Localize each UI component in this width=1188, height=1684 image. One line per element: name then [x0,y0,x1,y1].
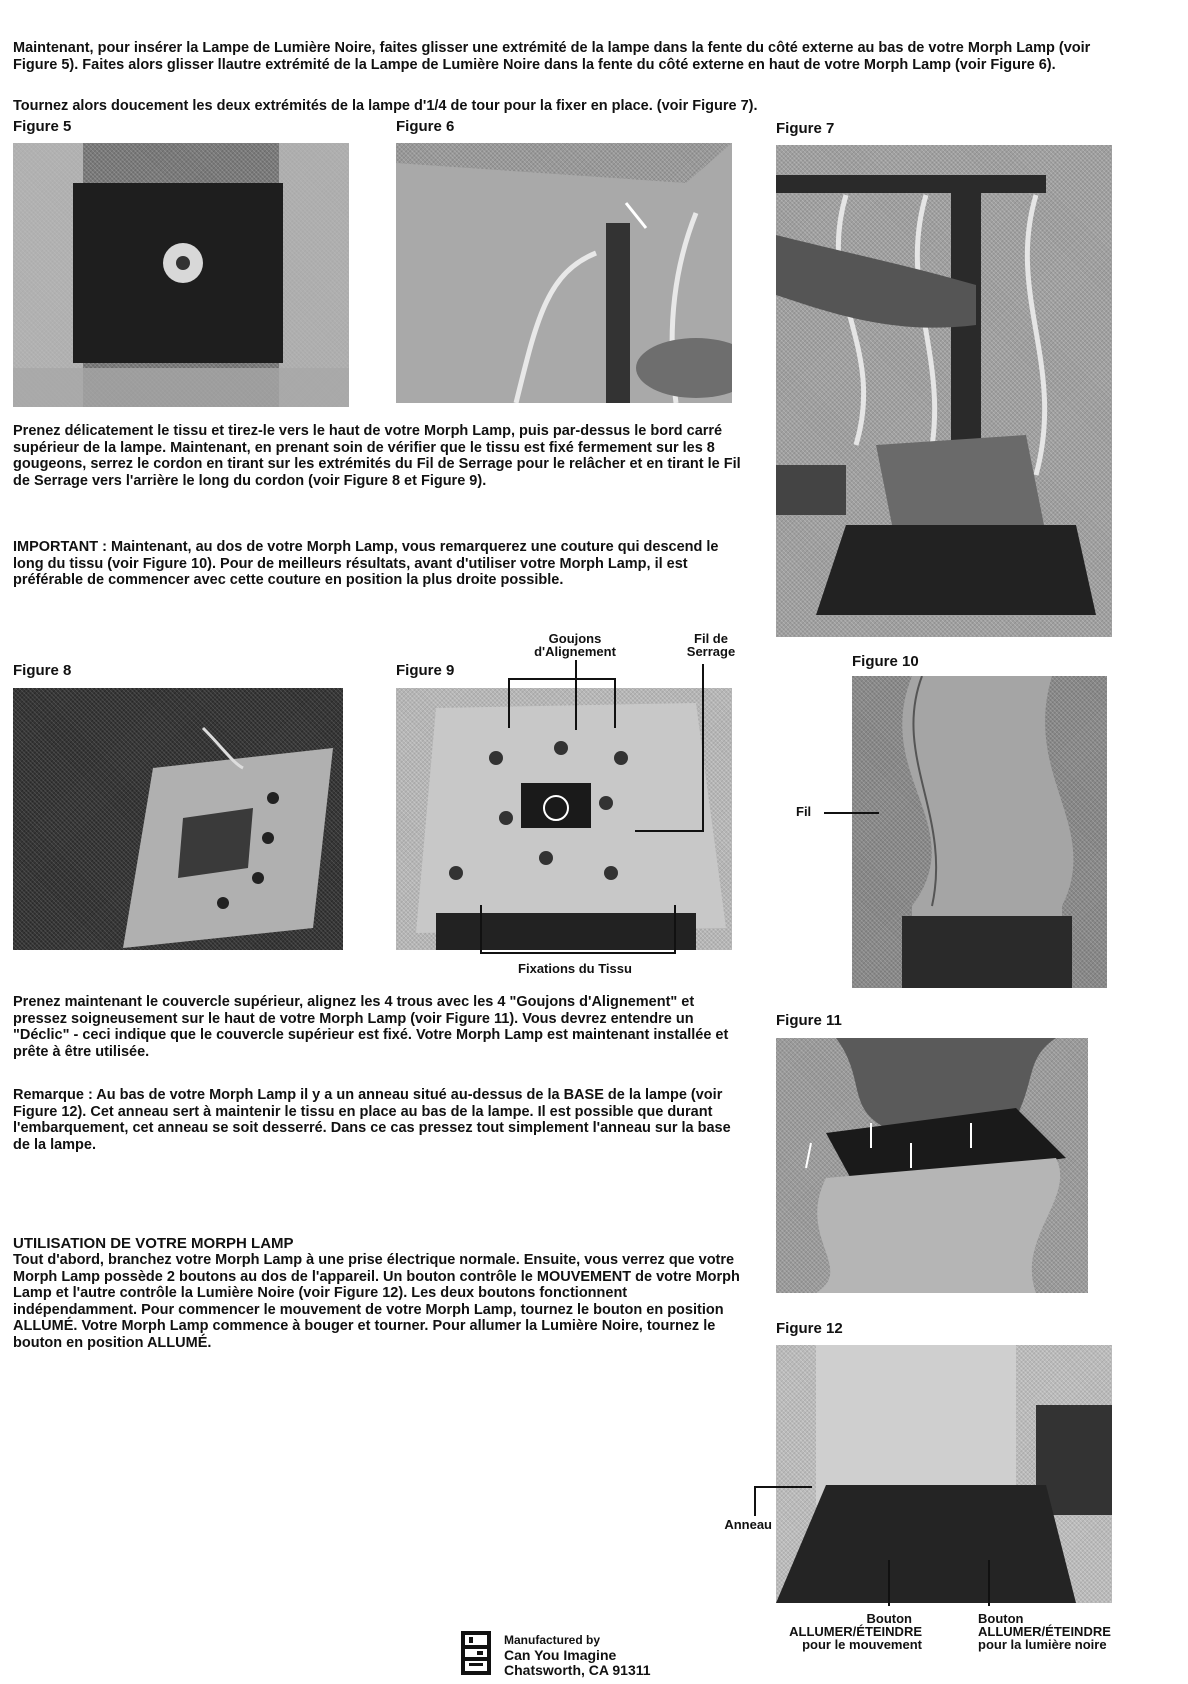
goujons-bracket-left [508,678,510,728]
figure-8-photo [13,688,343,950]
tissue-paragraph: Prenez délicatement le tissu et tirez-le vers le haut de votre Morph Lamp, puis par-dessus le bord carré supérieur de la lampe. Maintenant, en prenant soin de vérifier que le tissu est fixé fermement sur les 8 gougeons, serrez le cordon en tirant sur les extrémités du Fil de Serrage pour le relâcher et en tirant le Fil de Serrage vers l'arrière le long du cordon (voir Figure 8 et Figure 9). [13,423,741,489]
bouton-left-line [888,1560,890,1606]
bouton-mouvement-callout [752,1612,922,1651]
fil-serrage-callout-line1: Fil de [694,631,728,646]
goujons-callout-line1: Goujons [548,631,602,646]
fixations-bracket-right [674,905,676,953]
bouton-lumiere-line3: pour la lumière noire [978,1637,1107,1652]
fixations-bracket-left [480,905,482,953]
bouton-mouvement-line1: Bouton [866,1611,912,1626]
figure-10-label: Figure 10 [852,653,919,670]
figure-7-label: Figure 7 [776,120,835,137]
fixations-callout: Fixations du Tissu [518,961,632,976]
manufactured-by: Manufactured by [504,1633,601,1647]
fil-serrage-line [702,664,704,832]
intro-paragraph-2: Tournez alors doucement les deux extrémités de la lampe d'1/4 de tour pour la fixer en place. (voir Figure 7). [13,98,758,114]
cover-paragraph: Prenez maintenant le couvercle supérieur, alignez les 4 trous avec les 4 "Goujons d'Alignement" et pressez soigneusement sur le haut de votre Morph Lamp (voir Figure 11). Vous devrez entendre un "Déclic" - ceci indique que le couvercle supérieur est fixé. Votre Morph Lamp est maintenant installée et prête à être utilisée. [13,994,729,1060]
goujons-callout [520,632,630,658]
usage-paragraph: Tout d'abord, branchez votre Morph Lamp à une prise électrique normale. Ensuite, vous verrez que votre Morph Lamp possède 2 boutons au dos de l'appareil. Un bouton contrôle le MOUVEMENT de votre Morph Lamp et l'autre contrôle la Lumière Noire (voir Figure 12). Les deux boutons fonctionnent indépendamment. Pour commencer le mouvement de votre Morph Lamp, tournez le bouton en position ALLUMÉ. Votre Morph Lamp commence à bouger et tourner. Pour allumer la Lumière Noire, tournez le bouton en position ALLUMÉ. [13,1252,740,1351]
fil-serrage-line-h [635,830,704,832]
intro-paragraph: Maintenant, pour insérer la Lampe de Lumière Noire, faites glisser une extrémité de la lampe dans la fente du côté externe au bas de votre Morph Lamp (voir Figure 5). Faites alors glisser llautre extrémité de la Lampe de Lumière Noire dans la fente du côté externe en haut de votre Morph Lamp (voir Figure 6). [13,40,1091,73]
figure-12-label: Figure 12 [776,1320,843,1337]
fil-callout: Fil [796,804,812,819]
goujons-callout-line2: d'Alignement [534,644,616,659]
goujons-bracket-top [508,678,616,680]
figure-8-label: Figure 8 [13,662,72,679]
bouton-right-line [988,1560,990,1606]
bouton-lumiere-line1: Bouton [978,1611,1024,1626]
figure-11-photo [776,1038,1088,1293]
figure-9-photo [396,688,732,950]
figure-10-photo [852,676,1107,988]
goujons-bracket-mid [575,660,577,730]
anneau-line-h [754,1486,812,1488]
figure-5-photo [13,143,349,407]
remark-paragraph: Remarque : Au bas de votre Morph Lamp il y a un anneau situé au-dessus de la BASE de la lampe (voir Figure 12). Cet anneau sert à maintenir le tissu en place au bas de la lampe. Il est possible que durant l'embarquement, cet anneau se soit desserré. Dans ce cas pressez tout simplement l'anneau sur la base de la lampe. [13,1087,731,1153]
fil-serrage-callout [676,632,746,658]
bouton-mouvement-line3: pour le mouvement [802,1637,922,1652]
bouton-mouvement-line2: ALLUMER/ÉTEINDRE [789,1624,922,1639]
figure-6-photo [396,143,732,403]
bouton-lumiere-line2: ALLUMER/ÉTEINDRE [978,1624,1111,1639]
anneau-callout: Anneau [724,1517,772,1532]
figure-5-label: Figure 5 [13,118,72,135]
goujons-bracket-right [614,678,616,728]
manufacturer-block [504,1633,684,1678]
can-you-imagine-logo [461,1631,491,1675]
usage-heading: UTILISATION DE VOTRE MORPH LAMP [13,1235,294,1252]
figure-11-label: Figure 11 [776,1012,842,1029]
bouton-lumiere-callout [978,1612,1148,1651]
company-name: Can You Imagine [504,1647,617,1663]
fil-callout-line [824,812,879,814]
company-city: Chatsworth, CA 91311 [504,1662,651,1678]
fil-serrage-callout-line2: Serrage [686,644,736,659]
important-paragraph: IMPORTANT : Maintenant, au dos de votre Morph Lamp, vous remarquerez une couture qui descend le long du tissu (voir Figure 10). Pour de meilleurs résultats, avant d'utiliser votre Morph Lamp, il est préférable de commencer avec cette couture en position la plus droite possible. [13,539,719,588]
anneau-line-v [754,1486,756,1516]
figure-9-label: Figure 9 [396,662,455,679]
figure-7-photo [776,145,1112,637]
figure-12-photo [776,1345,1112,1603]
fixations-bracket [480,952,676,954]
figure-6-label: Figure 6 [396,118,455,135]
